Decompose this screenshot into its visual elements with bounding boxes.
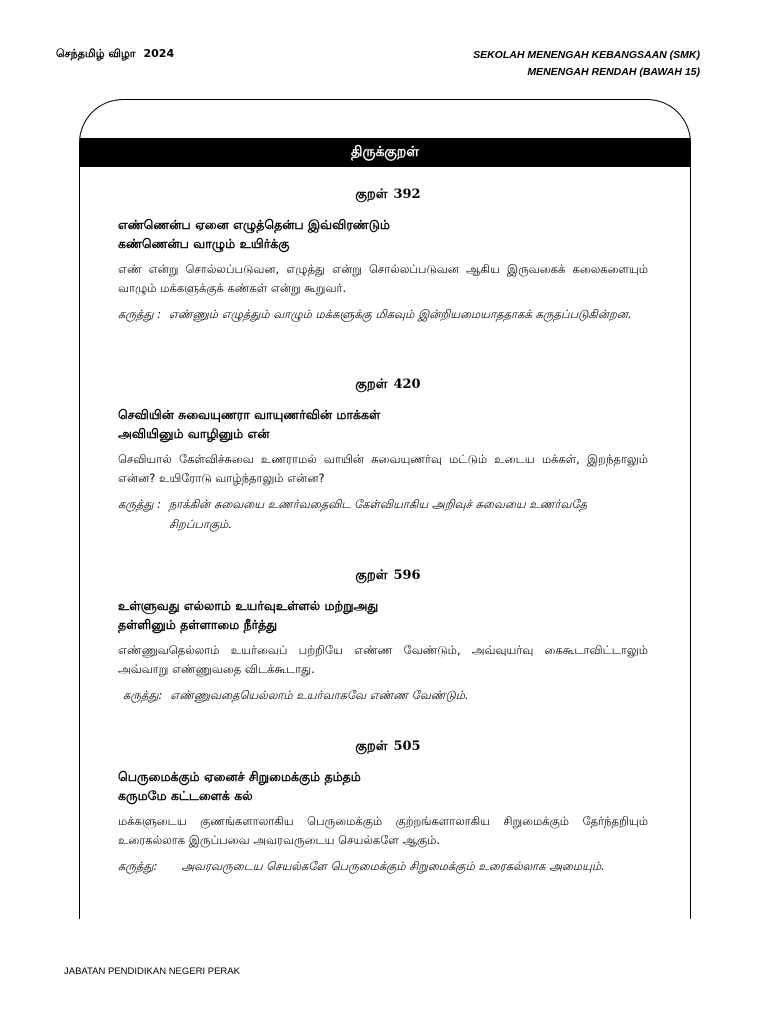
karuthu-label: கருத்து : — [118, 307, 162, 321]
festival-title: செந்தமிழ் விழா — [56, 47, 136, 60]
kural-number: குறள் 420 — [355, 377, 421, 392]
kural-number: குறள் 505 — [355, 739, 421, 754]
kural-line-2: அவியினும் வாழினும் என் — [118, 426, 270, 441]
kural-line-2: தள்ளினும் தள்ளாமை நீர்த்து — [118, 617, 278, 632]
header-right — [473, 47, 700, 81]
kural-block — [118, 568, 648, 705]
kural-karuthu — [118, 304, 648, 324]
kural-line-2: கருமமே கட்டளைக் கல் — [118, 788, 253, 803]
kural-number: குறள் 596 — [355, 568, 421, 583]
karuthu-text: நாக்கின் சுவையை உணர்வதைவிட கேள்வியாகிய அறிவுச் சுவையை உணர்வதே சிறப்பாகும். — [169, 497, 588, 531]
footer-department: JABATAN PENDIDIKAN NEGERI PERAK — [64, 966, 240, 977]
karuthu-label: கருத்து : — [118, 497, 162, 511]
kural-meaning: எண்ணுவதெல்லாம் உயர்வைப் பற்றியே எண்ண வேண்டும், அவ்வுயர்வு கைகூடாவிட்டாலும் அவ்வாறு எண்ணுவதை விடக்கூடாது. — [118, 643, 648, 676]
kural-block — [118, 739, 648, 876]
kural-line-1: செவியின் சுவையுணரா வாயுணர்வின் மாக்கள் — [118, 407, 381, 422]
kural-block — [118, 377, 648, 534]
festival-year: 2024 — [143, 47, 175, 60]
kural-line-1: பெருமைக்கும் ஏனைச் சிறுமைக்கும் தம்தம் — [118, 769, 361, 784]
kural-block — [118, 187, 648, 324]
school-category: SEKOLAH MENENGAH KEBANGSAAN (SMK) — [473, 49, 700, 61]
kural-line-1: உள்ளுவது எல்லாம் உயர்வுஉள்ளல் மற்றுஅது — [118, 598, 379, 613]
kural-line-2: கண்ணென்ப வாழும் உயிர்க்கு — [118, 236, 290, 251]
karuthu-text: எண்ணும் எழுத்தும் வாழும் மக்களுக்கு மிகவும் இன்றியமையாததாகக் கருதப்படுகின்றன. — [169, 307, 632, 321]
kural-number: குறள் 392 — [355, 187, 421, 202]
header-left — [56, 47, 174, 62]
kural-meaning: செவியால் கேள்விச்சுவை உணராமல் வாயின் சுவையுணர்வு மட்டும் உடைய மக்கள், இறந்தாலும் என்ன? உயிரோடு வாழ்ந்தாலும் என்ன? — [118, 452, 648, 485]
age-category: MENENGAH RENDAH (BAWAH 15) — [527, 66, 700, 78]
kural-karuthu — [118, 856, 648, 876]
kural-karuthu — [118, 494, 648, 534]
karuthu-label: கருத்து: — [123, 688, 163, 702]
karuthu-text: அவரவருடைய செயல்களே பெருமைக்கும் சிறுமைக்கும் உரைகல்லாக அமையும். — [181, 859, 605, 873]
kural-karuthu — [118, 685, 648, 705]
karuthu-text: எண்ணுவதையெல்லாம் உயர்வாகவே எண்ண வேண்டும். — [170, 688, 469, 702]
kural-meaning: மக்களுடைய குணங்களாலாகிய பெருமைக்கும் குற்றங்களாலாகிய சிறுமைக்கும் தேர்ந்தறியும் உரைகல்லாக இருப்பவை அவரவருடைய செயல்களே ஆகும். — [118, 814, 648, 847]
karuthu-label: கருத்து: — [118, 859, 158, 873]
section-title: திருக்குறள் — [80, 138, 690, 167]
kural-meaning: எண் என்று சொல்லப்படுவன, எழுத்து என்று சொல்லப்படுவன ஆகிய இருவகைக் கலைகளையும் வாழும் மக்களுக்குக் கண்கள் என்று கூறுவர். — [118, 262, 648, 295]
kural-line-1: எண்ணென்ப ஏனை எழுத்தென்ப இவ்விரண்டும் — [118, 217, 390, 232]
